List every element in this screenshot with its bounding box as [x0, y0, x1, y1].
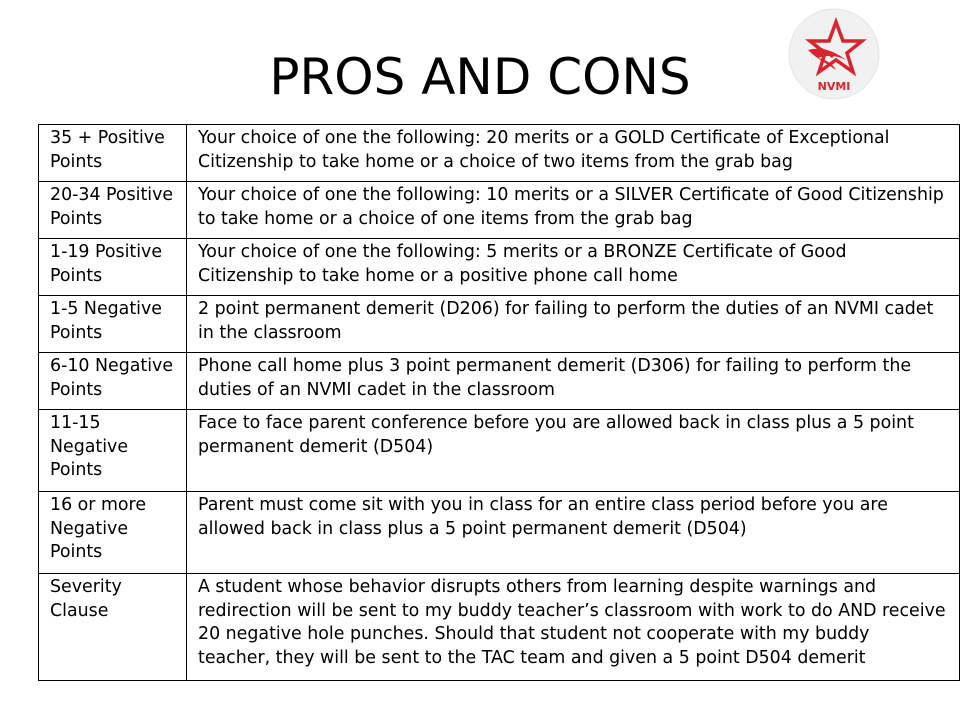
table-row	[39, 296, 960, 353]
consequence-cell: Your choice of one the following: 10 merits or a SILVER Certificate of Good Citizenship to take home or a choice of one items from the grab bag	[187, 182, 960, 239]
points-cell: Severity Clause	[39, 574, 187, 681]
table-row	[39, 182, 960, 239]
table-row	[39, 492, 960, 574]
consequence-cell: Parent must come sit with you in class for an entire class period before you are allowed back in class plus a 5 point permanent demerit (D504)	[187, 492, 960, 574]
points-cell: 16 or more Negative Points	[39, 492, 187, 574]
table-row	[39, 410, 960, 492]
points-cell: 6-10 Negative Points	[39, 353, 187, 410]
consequence-cell: Phone call home plus 3 point permanent demerit (D306) for failing to perform the duties of an NVMI cadet in the classroom	[187, 353, 960, 410]
table-row	[39, 353, 960, 410]
star-icon	[788, 8, 880, 100]
nvmi-logo	[788, 8, 880, 100]
consequence-cell: A student whose behavior disrupts others from learning despite warnings and redirection will be sent to my buddy teacher’s classroom with work to do AND receive 20 negative hole punches. Should that student not cooperate with my buddy teacher, they will be sent to the TAC team and given a 5 point D504 demerit	[187, 574, 960, 681]
consequence-cell: 2 point permanent demerit (D206) for failing to perform the duties of an NVMI cadet in the classroom	[187, 296, 960, 353]
page-title: PROS AND CONS	[269, 48, 691, 106]
points-cell: 1-19 Positive Points	[39, 239, 187, 296]
consequence-cell: Your choice of one the following: 20 merits or a GOLD Certificate of Exceptional Citizenship to take home or a choice of two items from the grab bag	[187, 125, 960, 182]
points-cell: 11-15 Negative Points	[39, 410, 187, 492]
points-cell: 35 + Positive Points	[39, 125, 187, 182]
points-cell: 20-34 Positive Points	[39, 182, 187, 239]
logo-text: NVMI	[817, 80, 851, 93]
table-row	[39, 125, 960, 182]
points-cell: 1-5 Negative Points	[39, 296, 187, 353]
pros-cons-table	[38, 124, 960, 681]
consequence-cell: Face to face parent conference before you are allowed back in class plus a 5 point permanent demerit (D504)	[187, 410, 960, 492]
table-row	[39, 239, 960, 296]
table-row	[39, 574, 960, 681]
consequence-cell: Your choice of one the following: 5 merits or a BRONZE Certificate of Good Citizenship to take home or a positive phone call home	[187, 239, 960, 296]
